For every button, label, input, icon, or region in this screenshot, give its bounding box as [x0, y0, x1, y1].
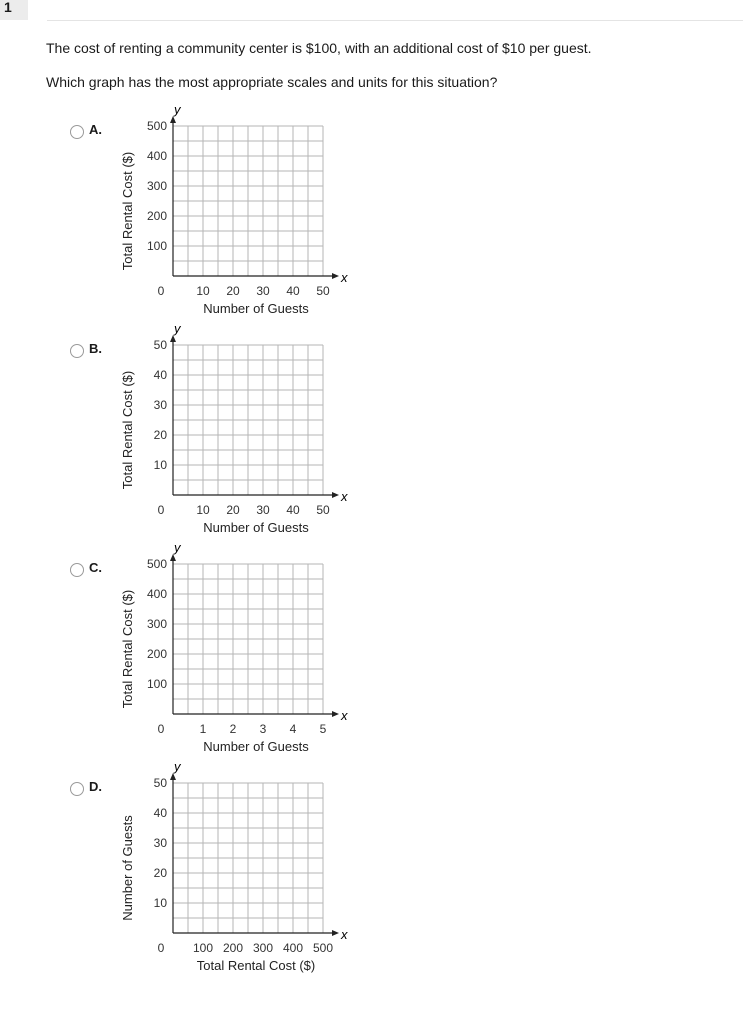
option-a-x-axis-letter: x [341, 270, 348, 285]
option-a-x-axis-title: Number of Guests [203, 301, 309, 316]
option-a-y-tick-label: 200 [146, 209, 167, 223]
option-a[interactable] [70, 102, 350, 332]
option-c-letter: C. [89, 560, 102, 575]
option-d-letter: D. [89, 779, 102, 794]
option-a-x-tick-label: 10 [196, 284, 210, 298]
option-d[interactable] [70, 759, 350, 989]
option-a-x-tick-label: 40 [286, 284, 300, 298]
option-d-x-tick-label: 500 [312, 941, 334, 955]
option-d-x-tick-label: 200 [222, 941, 244, 955]
option-b-x-tick-label: 30 [256, 503, 270, 517]
option-b-y-tick-label: 30 [153, 398, 167, 412]
option-b-x-axis-letter: x [341, 489, 348, 504]
option-c-y-tick-label: 100 [146, 677, 167, 691]
option-b-y-axis-letter: y [174, 321, 181, 336]
question-prompt: The cost of renting a community center is $100, with an additional cost of $10 per guest. [46, 40, 592, 56]
option-c-radio[interactable] [70, 563, 84, 577]
option-a-origin-label: 0 [157, 284, 165, 298]
option-c-y-tick-label: 300 [146, 617, 167, 631]
option-b-x-arrow-icon [332, 492, 339, 498]
option-b-y-tick-label: 20 [153, 428, 167, 442]
option-b-y-tick-label: 10 [153, 458, 167, 472]
option-d-graph [120, 759, 350, 982]
option-a-y-tick-label: 100 [146, 239, 167, 253]
option-a-graph [120, 102, 350, 325]
option-a-radio[interactable] [70, 125, 84, 139]
option-d-x-tick-label: 400 [282, 941, 304, 955]
option-a-x-tick-label: 20 [226, 284, 240, 298]
option-a-x-tick-label: 30 [256, 284, 270, 298]
option-b-x-tick-label: 20 [226, 503, 240, 517]
option-b-letter: B. [89, 341, 102, 356]
option-c-origin-label: 0 [157, 722, 165, 736]
option-c-y-arrow-icon [170, 554, 176, 561]
option-d-grid [173, 783, 323, 933]
option-a-y-tick-label: 500 [146, 119, 167, 133]
option-c-x-tick-label: 5 [319, 722, 327, 736]
option-b-grid [173, 345, 323, 495]
option-a-y-tick-label: 400 [146, 149, 167, 163]
option-a-y-axis-letter: y [174, 102, 181, 117]
option-c-grid [173, 564, 323, 714]
question-number: 1 [0, 0, 28, 20]
option-d-y-tick-label: 50 [153, 776, 167, 790]
option-c-y-tick-label: 200 [146, 647, 167, 661]
option-b-x-tick-label: 40 [286, 503, 300, 517]
option-b-y-axis-title: Total Rental Cost ($) [120, 370, 135, 490]
option-d-x-arrow-icon [332, 930, 339, 936]
option-d-y-axis-title: Number of Guests [120, 815, 135, 921]
option-b-x-tick-label: 50 [316, 503, 330, 517]
option-a-grid [173, 126, 323, 276]
option-c-x-tick-label: 2 [229, 722, 237, 736]
option-c-graph [120, 540, 350, 763]
option-d-y-tick-label: 40 [153, 806, 167, 820]
option-c-x-axis-title: Number of Guests [203, 739, 309, 754]
header-divider [47, 20, 743, 21]
option-a-y-tick-label: 300 [146, 179, 167, 193]
option-d-y-axis-letter: y [174, 759, 181, 774]
option-b[interactable] [70, 321, 350, 551]
option-b-origin-label: 0 [157, 503, 165, 517]
option-a-y-axis-title: Total Rental Cost ($) [120, 151, 135, 271]
option-a-letter: A. [89, 122, 102, 137]
option-c-x-tick-label: 1 [199, 722, 207, 736]
option-d-y-tick-label: 10 [153, 896, 167, 910]
option-c-y-axis-letter: y [174, 540, 181, 555]
option-d-origin-label: 0 [157, 941, 165, 955]
option-c-x-axis-letter: x [341, 708, 348, 723]
option-d-radio[interactable] [70, 782, 84, 796]
option-b-y-tick-label: 50 [153, 338, 167, 352]
option-b-y-tick-label: 40 [153, 368, 167, 382]
option-a-x-arrow-icon [332, 273, 339, 279]
option-b-y-arrow-icon [170, 335, 176, 342]
option-c-x-tick-label: 4 [289, 722, 297, 736]
option-b-radio[interactable] [70, 344, 84, 358]
option-d-x-axis-title: Total Rental Cost ($) [196, 958, 316, 973]
option-d-y-tick-label: 20 [153, 866, 167, 880]
option-c-y-axis-title: Total Rental Cost ($) [120, 589, 135, 709]
option-d-y-arrow-icon [170, 773, 176, 780]
option-d-x-tick-label: 100 [192, 941, 214, 955]
option-b-x-tick-label: 10 [196, 503, 210, 517]
option-a-x-tick-label: 50 [316, 284, 330, 298]
option-c-x-tick-label: 3 [259, 722, 267, 736]
question-instruction: Which graph has the most appropriate scales and units for this situation? [46, 74, 498, 90]
option-c-x-arrow-icon [332, 711, 339, 717]
option-a-y-arrow-icon [170, 116, 176, 123]
option-b-x-axis-title: Number of Guests [203, 520, 309, 535]
option-c-y-tick-label: 400 [146, 587, 167, 601]
option-d-x-tick-label: 300 [252, 941, 274, 955]
option-d-x-axis-letter: x [341, 927, 348, 942]
option-b-graph [120, 321, 350, 544]
option-d-y-tick-label: 30 [153, 836, 167, 850]
option-c[interactable] [70, 540, 350, 770]
option-c-y-tick-label: 500 [146, 557, 167, 571]
